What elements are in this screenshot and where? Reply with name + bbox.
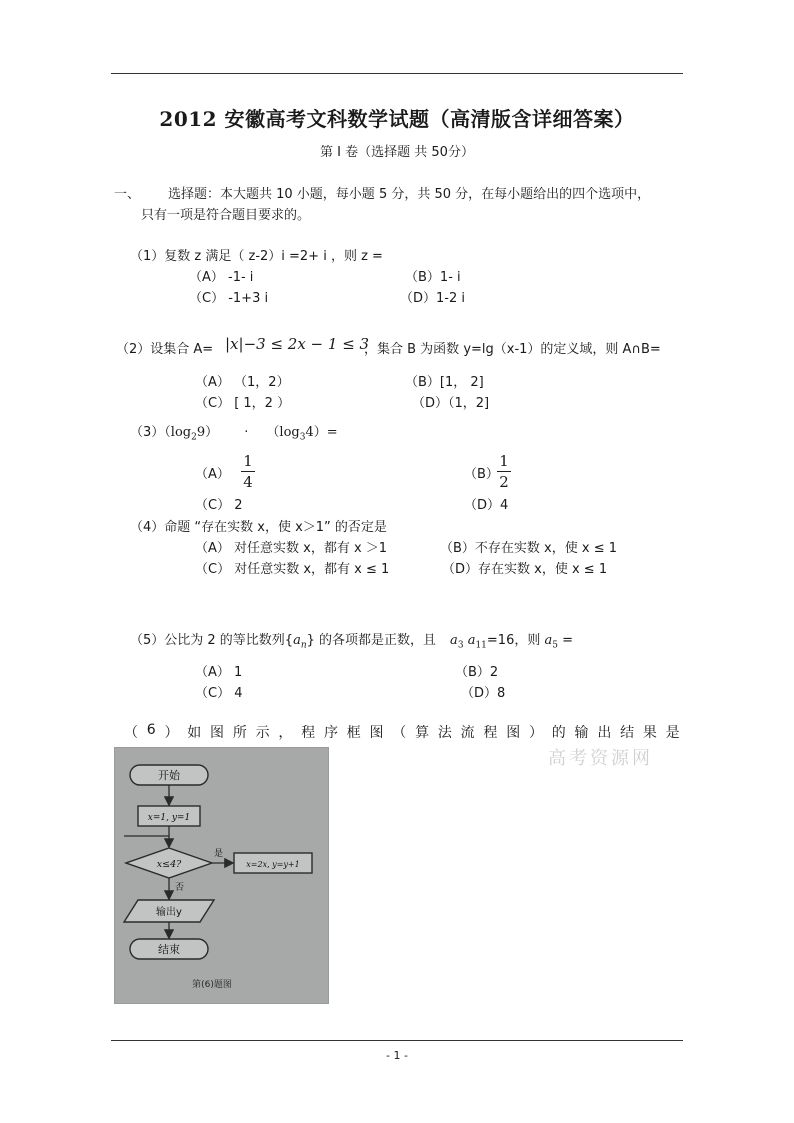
q6-stem-char: 图 [369,725,384,741]
q5-a5-sub: 5 [552,640,558,651]
q6-stem-char: 示 [255,725,270,741]
q3-log1-base: 2 [191,432,197,443]
q6-stem-char: 出 [597,725,612,741]
q2-stem-prefix: （2）设集合 A= [116,342,214,357]
q1-stem: （1）复数 z 满足（ z-2）i =2+ i ，则 z = [130,249,383,264]
q5-stem-eq: =16，则 [486,633,541,648]
q2-option-d: （D）（1，2] [412,396,490,411]
q1-option-d: （D）1-2 i [400,291,465,306]
q5-a11: a [467,633,476,648]
flow-no-label: 否 [175,883,185,893]
q5-a3-sub: 3 [457,640,464,651]
q3-stem-prefix: （3）（ [130,425,171,440]
q3-option-a-numerator: 1 [243,452,253,470]
q3-log2-arg: 4）= [305,425,338,440]
q6-stem-char: 序 [323,725,338,741]
q5-a11-sub: 11 [475,640,487,651]
q6-stem-char: 流 [460,725,475,741]
section-instruction-line1: 选择题：本大题共 10 小题，每小题 5 分，共 50 分，在每小题给出的四个选项中， [168,187,651,202]
flow-init-text: x=1, y=1 [147,813,191,823]
q3-stem [130,421,338,443]
q6-stem-char: 果 [642,725,657,741]
q3-option-a-denominator: 4 [243,473,253,491]
header-rule [111,73,683,74]
q5-option-a: （A） 1 [195,665,243,680]
q1-option-c: （C） -1+3 i [189,291,269,306]
q3-option-b-numerator: 1 [499,452,509,470]
q5-stem-mid: } 的各项都是正数，且 [306,633,437,648]
q2-option-a: （A） （1，2） [195,375,290,390]
q4-option-d: （D）存在实数 x，使 x ≤ 1 [442,562,608,577]
q6-stem-char: ， [278,725,293,741]
q6-stem-char: 所 [232,725,247,741]
flow-caption: 第(6)题图 [192,980,232,990]
flow-output-text: 输出y [156,907,182,918]
q3-option-a-label: （A） [195,467,230,482]
q6-stem-char: ） [528,725,543,741]
q6-stem-char: 输 [574,725,589,741]
q3-log1-arg: 9） [196,425,219,440]
q6-stem-char: 图 [506,725,521,741]
section-instruction-line2: 只有一项是符合题目要求的。 [141,208,311,223]
flow-end-text: 结束 [158,943,180,956]
q6-stem-char: 图 [210,725,225,741]
q3-log2: log [279,425,300,440]
page-title: 2012 安徽高考文科数学试题（高清版含详细答案） [159,107,635,131]
q6-stem-char: 程 [483,725,498,741]
flowchart-figure [114,747,329,1004]
q6-stem-char: 算 [415,725,430,741]
q3-log2-base: 3 [299,432,306,443]
flow-start-text: 开始 [158,769,180,782]
q6-stem-char: 是 [665,725,680,741]
q2-stem-suffix: ，集合 B 为函数 y=lg（x-1）的定义域，则 A∩B= [364,342,661,357]
q4-option-a: （A） 对任意实数 x，都有 x ＞1 [195,541,388,556]
page-subtitle: 第 I 卷（选择题 共 50分） [320,145,474,160]
q6-stem [124,722,680,742]
q5-option-d: （D）8 [461,686,506,701]
q5-stem-prefix: （5）公比为 2 的等比数列{ [130,633,294,648]
q4-option-b: （B）不存在实数 x，使 x ≤ 1 [440,541,617,556]
q5-stem [130,629,573,651]
q3-option-a-fraction [241,452,255,491]
q2-option-b: （B）[1， 2] [405,375,484,390]
q3-dot: · [244,425,249,440]
flow-update-text: x=2x, y=y+1 [246,860,300,869]
q3-option-b-label: （B） [464,467,499,482]
q1-option-a: （A） -1- i [189,270,254,285]
q6-stem-char: （ [124,725,138,741]
q5-option-c: （C） 4 [195,686,243,701]
flow-decision-text: x≤4? [156,859,182,870]
q5-option-b: （B）2 [455,665,499,680]
q3-option-b-denominator: 2 [499,473,509,491]
q3-option-b-fraction [497,452,511,491]
q3-option-d: （D）4 [464,498,509,513]
q5-an-sub: n [300,640,307,651]
q5-a3: a [450,633,458,648]
q5-a5: a [544,633,553,648]
q3-option-c: （C） 2 [195,498,243,513]
q2-set-expression: |x|−3 ≤ 2x − 1 ≤ 3 [225,335,370,353]
section-number: 一、 [114,187,141,202]
q6-stem-char: 如 [187,725,202,741]
flow-yes-label: 是 [214,849,224,859]
q5-stem-end: = [562,633,574,648]
q6-stem-char: （ [392,725,407,741]
q4-stem: （4）命题 “存在实数 x，使 x＞1” 的否定是 [130,520,387,535]
q6-stem-char: 程 [301,725,316,741]
q6-stem-char: 法 [437,725,452,741]
q6-stem-char: ） [164,725,179,741]
footer-rule [111,1040,683,1041]
q3-paren: （ [266,425,280,440]
q1-option-b: （B）1- i [405,270,461,285]
q5-an: a [293,633,301,648]
q2-option-c: （C） [ 1，2 ） [195,396,291,411]
q3-log1: log [170,425,192,440]
watermark: 高考资源网 [548,748,653,769]
q6-stem-char: 框 [346,725,361,741]
q6-stem-char: 6 [146,722,156,738]
q4-option-c: （C） 对任意实数 x，都有 x ≤ 1 [195,562,390,577]
q6-stem-char: 结 [620,725,635,741]
q6-stem-char: 的 [551,725,566,741]
page-number: - 1 - [386,1049,408,1062]
